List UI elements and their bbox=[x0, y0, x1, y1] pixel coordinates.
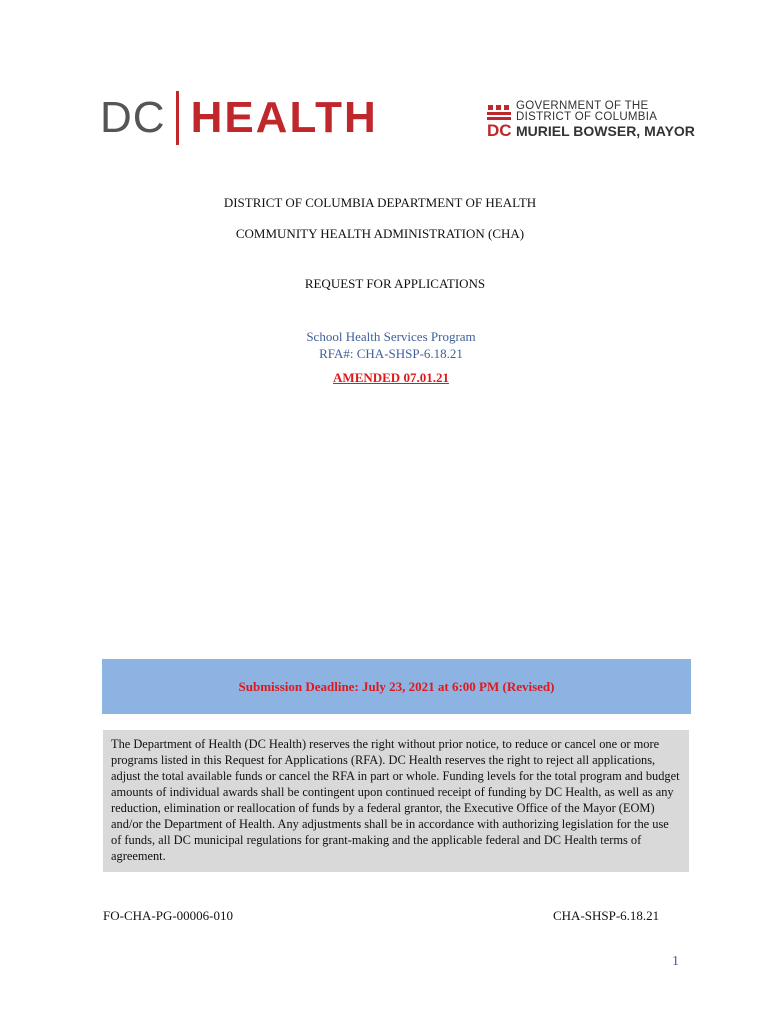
logo-divider bbox=[176, 91, 179, 145]
dc-health-logo bbox=[100, 88, 378, 148]
program-name: School Health Services Program bbox=[306, 329, 476, 344]
administration-title: COMMUNITY HEALTH ADMINISTRATION (CHA) bbox=[235, 226, 525, 241]
submission-deadline-banner bbox=[102, 659, 691, 714]
request-title: REQUEST FOR APPLICATIONS bbox=[304, 276, 486, 291]
form-id: FO-CHA-PG-00006-010 bbox=[103, 908, 233, 923]
gov-logo-line2: DISTRICT OF COLUMBIA bbox=[516, 111, 658, 123]
amended-notice: AMENDED 07.01.21 bbox=[333, 370, 449, 385]
gov-logo-line1: GOVERNMENT OF THE bbox=[516, 100, 649, 112]
gov-logo-mayor: MURIEL BOWSER, MAYOR bbox=[516, 123, 695, 139]
document-id: CHA-SHSP-6.18.21 bbox=[553, 908, 660, 923]
rfa-number: RFA#: CHA-SHSP-6.18.21 bbox=[319, 346, 463, 361]
dc-government-logo bbox=[486, 100, 711, 140]
gov-logo-dc-mark: DC bbox=[487, 121, 512, 140]
page-number: 1 bbox=[672, 954, 679, 969]
dc-logo-text: DC bbox=[100, 93, 166, 142]
submission-deadline-text: Submission Deadline: July 23, 2021 at 6:00 PM (Revised) bbox=[238, 678, 555, 694]
health-logo-text: HEALTH bbox=[190, 93, 378, 142]
disclaimer-notice: The Department of Health (DC Health) reserves the right without prior notice, to reduce or cancel one or more programs listed in this Request for Applications (RFA). DC Health reserves the right to reject all applications, adjust the total available funds or cancel the RFA in part or whole. Funding levels for the total program and budget amounts of individual awards shall be contingent upon continued receipt of funding by DC Health, as well as any reduction, elimination or reallocation of funds by a federal grantor, the Executive Office of the Mayor (EOM) and/or the Department of Health. Any adjustments shall be in accordance with authorizing legislation for the use of funds, all DC municipal regulations for grant-making and the applicable federal and DC Health terms of agreement. bbox=[103, 730, 689, 872]
department-title: DISTRICT OF COLUMBIA DEPARTMENT OF HEALTH bbox=[223, 195, 537, 210]
